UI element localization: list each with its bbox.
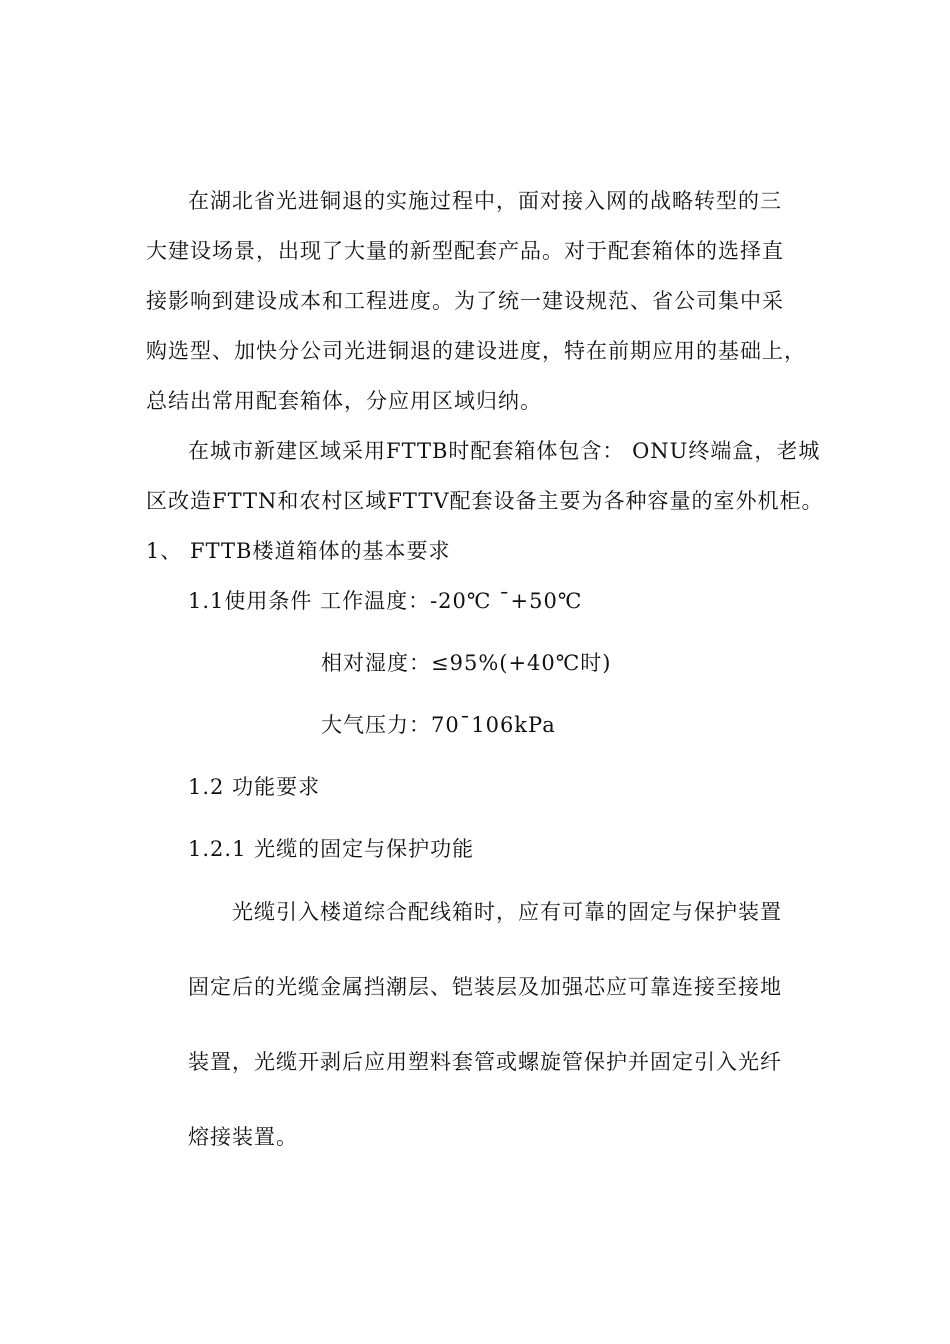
pressure-condition: 大气压力：70¯106kPa <box>321 713 556 737</box>
paragraph-2-line-1: 在城市新建区域采用FTTB时配套箱体包含： ONU终端盒，老城 <box>188 439 821 463</box>
paragraph-2-line-2: 区改造FTTN和农村区域FTTV配套设备主要为各种容量的室外机柜。 <box>146 489 824 513</box>
section-1-1-conditions: 1.1使用条件 工作温度：-20℃ ¯+50℃ <box>188 589 583 613</box>
section-1-2-1-heading: 1.2.1 光缆的固定与保护功能 <box>188 837 475 861</box>
paragraph-1-line-2: 大建设场景，出现了大量的新型配套产品。对于配套箱体的选择直 <box>146 239 784 263</box>
section-1-2-heading: 1.2 功能要求 <box>188 775 321 799</box>
paragraph-3-line-4: 熔接装置。 <box>188 1125 298 1149</box>
section-1-heading: 1、 FTTB楼道箱体的基本要求 <box>146 539 451 563</box>
paragraph-1-line-4: 购选型、加快分公司光进铜退的建设进度，特在前期应用的基础上， <box>146 339 806 363</box>
paragraph-3-line-1: 光缆引入楼道综合配线箱时，应有可靠的固定与保护装置 <box>232 900 782 924</box>
paragraph-1-line-5: 总结出常用配套箱体，分应用区域归纳。 <box>146 389 542 413</box>
paragraph-3-line-3: 装置，光缆开剥后应用塑料套管或螺旋管保护并固定引入光纤 <box>188 1050 782 1074</box>
humidity-condition: 相对湿度：≤95%(+40℃时) <box>321 651 612 675</box>
paragraph-1-line-3: 接影响到建设成本和工程进度。为了统一建设规范、省公司集中采 <box>146 289 784 313</box>
paragraph-1-line-1: 在湖北省光进铜退的实施过程中，面对接入网的战略转型的三 <box>188 189 782 213</box>
paragraph-3-line-2: 固定后的光缆金属挡潮层、铠装层及加强芯应可靠连接至接地 <box>188 975 782 999</box>
